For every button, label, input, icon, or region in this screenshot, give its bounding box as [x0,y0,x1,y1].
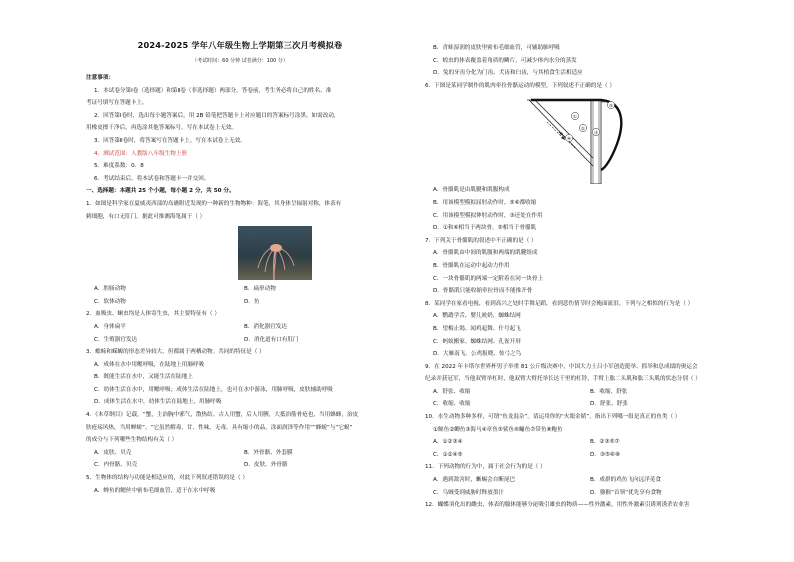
option: B．外骨骼、外套膜 [244,449,293,456]
question-5-stem: 5．生物体的结构与功能是相适应的，对此下列叙述错误的是（ ） [86,475,248,482]
notice-item: 5．难度系数：0．8 [94,163,144,170]
diagram-label: ③ [594,131,598,137]
question-11-stem: 11．下列动物的行为中，属于社会行为的是（ ） [425,464,546,471]
question-9-stem: 9．在 2022 年卡塔尔世界杯男子举重 81 公斤级决赛中，中国大力士吕小军创造挺举、抓举和总成绩的奥运会 [425,363,698,370]
question-1-options [86,283,394,296]
option: D．①和⑥相当于两块骨，⑤相当于骨骼肌 [433,225,537,232]
diagram-label: ⑤ [609,104,613,110]
option: D．皮肤、外骨骼 [244,462,288,469]
option: B．既能生活在水中，又能生活在陆地上 [94,374,193,381]
option: D．大雁南飞、公鸡报晓、惊弓之鸟 [433,351,522,358]
question-10-stem: 10．水生动物多种多样，可谓“鱼龙混杂”。请运用你的“火眼金睛”，指出下列哪一组是真正的鱼类（ ） [425,414,681,421]
question-3-stem: 3．蟾蜍和蝾螈的形态差异较大，但都属于两栖动物。共同的特征是（ ） [86,349,265,356]
question-6-stem: 6．下图是某同学制作的肌肉牵拉骨骼运动的模型，下列叙述不正确的是（ ） [425,82,615,89]
option: D．骨骼肌只能收缩牵拉骨而不能推开骨 [433,288,533,295]
notice-item: 考证号填写在答题卡上。 [86,100,148,107]
option: C．蝗虫的体表覆盖着角质的鳞片，可减少体内水分的蒸发 [433,57,577,64]
option: C．乌贼受到威胁时释放墨汁 [433,489,505,496]
option: C．收缩、收缩 [433,401,471,408]
question-4-options [86,459,394,472]
section-heading: 一、选择题：本题共 25 个小题，每小题 2 分，共 50 分。 [86,188,235,195]
option: C．一块骨骼肌的两端一定附着在同一块骨上 [433,275,544,282]
question-10-items: ①鲸鱼②鲫鱼③海马④章鱼⑤鲨鱼⑥鳙鱼⑦带鱼⑧鲍鱼 [433,426,563,433]
question-8-stem: 8．某同学在家看电视，看到高兴之处时手舞足蹈，看到悲伤情节时会掩面流泪。下列与之相似的行为是（ ） [425,300,694,307]
question-1-stem: 刺细胞，有口无肛门。据此可推测海笔属于（ ） [86,213,206,220]
question-2-options [86,321,394,334]
diagram-label: ④ [567,137,571,143]
notice-heading: 注意事项： [86,75,114,81]
notice-item-scope: 4．测试范围：人教版八年级生物上册 [94,150,188,157]
question-7-stem: 7．下列关于骨骼肌的叙述中不正确的是（ ） [425,237,537,244]
option: B．骨骼肌在运动中起动力作用 [433,262,510,269]
right-column [425,42,747,512]
diagram-label: ① [573,115,577,121]
option: D．鱼 [244,298,260,305]
question-2-stem: 2．血吸虫、蛔虫均是人体寄生虫，其主要特征有（ ） [86,311,220,318]
notice-item: 6．考试结束后，将本试卷和答题卡一并交回。 [94,175,210,182]
option: D．消化道有口有肛门 [244,336,299,343]
option: A．身体扁平 [94,323,126,330]
left-column [86,68,394,497]
option: A．遇到敌害时，蜥蜴会自断尾巴 [433,477,516,484]
question-11-options [425,474,747,487]
question-4-stem: 的成分与下列哪些生物结构有关（ ） [86,437,178,444]
option: D．③⑤⑥⑧ [590,451,620,458]
question-1-stem: 1．如图是科学家在夏威夷西部的岛礁附近发现的一种新的生物物种：海笔，其身体呈辐射对称，体表有 [86,200,342,207]
muscle-model-diagram [525,92,725,184]
option: C．幼体生活在水中，用鳃呼吸；成体生活在陆地上，也可在水中游泳，用肺呼吸，皮肤辅助呼吸 [94,386,333,393]
option: B．消化器官发达 [244,323,287,330]
question-11-options [425,487,747,500]
option: A．骨骼肌是由肌腱和肌腹构成 [433,187,510,194]
page-subtitle: （考试时间：60 分钟 试卷满分：100 分） [192,58,288,64]
sea-pen-photo [238,226,312,280]
notice-item: 用橡皮擦干净后，再选涂其他答案标号。写在本试卷上无效。 [86,125,238,132]
option: B．用该模型模拟屈肘动作时，⑤⑥都收缩 [433,199,537,206]
question-2-options [86,334,394,347]
question-9-stem: 纪录并获冠军，当他双臂举杠时，他双臂大臂托举长达千里的杠铃，手臂上肱二头肌和肱三头肌的状态分别（ ） [425,376,701,383]
option: A．腔肠动物 [94,286,126,293]
option: D．猕猴“首领”优先享有食物 [590,489,662,496]
question-1-options [86,296,394,309]
question-4-options [86,447,394,460]
option: B．望梅止渴、闻鸡起舞、什号起飞 [433,325,521,332]
option: A．①②③④ [433,439,463,446]
question-10-options [425,436,747,449]
question-4-stem: 肤疮疡风热，当用蝉蜕”。“它虽然解毒，甘、性味，无毒，具有缩小的品，涂面润泽等作用”“蜂蜕”与“它蜕” [86,424,353,431]
option: C．蚂蚁搬家、蜘蛛结网、孔雀开屏 [433,338,521,345]
notice-item: 2．回答第Ⅰ卷时，选出每小题答案后，用 2B 铅笔把答题卡上对应题目的答案标号涂黑。如需改动， [94,112,340,119]
option: B．收缩、舒张 [590,388,628,395]
option: A．骨骼肌由中间的肌腹和两端的肌腱组成 [433,250,538,257]
option: A．舒张、收缩 [433,388,471,395]
option: D．舒张、舒张 [590,401,628,408]
option: A．成体在水中用鳃呼吸，在陆地上用肺呼吸 [94,361,205,368]
option: B．成群的鸡鱼飞向远洋觅食 [590,477,661,484]
option: B．青蛙湿润的皮肤里密布毛细血管，可辅助肺呼吸 [433,45,560,51]
option: D．成体生活在水中，幼体生活在陆地上，用肺呼吸 [94,399,222,406]
option: C．用该模型模拟伸肘动作时，③还处在作用 [433,212,543,219]
notice-item: 3．回答第Ⅱ卷时，将答案写在答题卡上。写在本试卷上无效。 [94,137,246,144]
option: A．蝉鱼的鳃丝中密布毛细血管，适于在水中呼吸 [94,487,216,494]
question-9-options [425,386,747,399]
option: C．生殖器官发达 [94,336,138,343]
notice-item: 1．本试卷分第Ⅰ卷（选择题）和第Ⅱ卷（非选择题）两部分。答卷前，考生务必将自己的姓名、准 [94,87,332,94]
option: C．内骨骼、贝壳 [94,462,138,469]
option: C．①②④⑤ [433,451,463,458]
option: B．扁形动物 [244,286,276,293]
page-title: 2024-2025 学年八年级生物上学期第三次月考模拟卷 [137,40,343,50]
question-12-stem: 12．蝴蝶羽化出的雌虫，体表的腺体能够分泌吸引雄虫的物质——性外激素，用性外激素引诱剂诱杀农业害 [425,502,690,509]
diagram-label: ② [581,127,585,133]
question-4-stem: 4．《本草纲目》记载，“蟹，主治胸中邪气，散热结。古人用蟹，后人用膊，大抵治筋骨疮也，当用蜂蜂，治皮 [86,412,359,419]
question-9-options [425,398,747,411]
option: C．软体动物 [94,298,126,305]
option: B．②③⑤⑦ [590,439,620,446]
option: A．皮肤、贝壳 [94,449,132,456]
option: A．鹦鹉学舌、婴儿吮奶、蜘蛛结网 [433,313,521,320]
question-10-options [425,449,747,462]
option: D．兔的牙齿分化为门齿、犬齿和臼齿，与其植食生活相适应 [433,70,583,77]
